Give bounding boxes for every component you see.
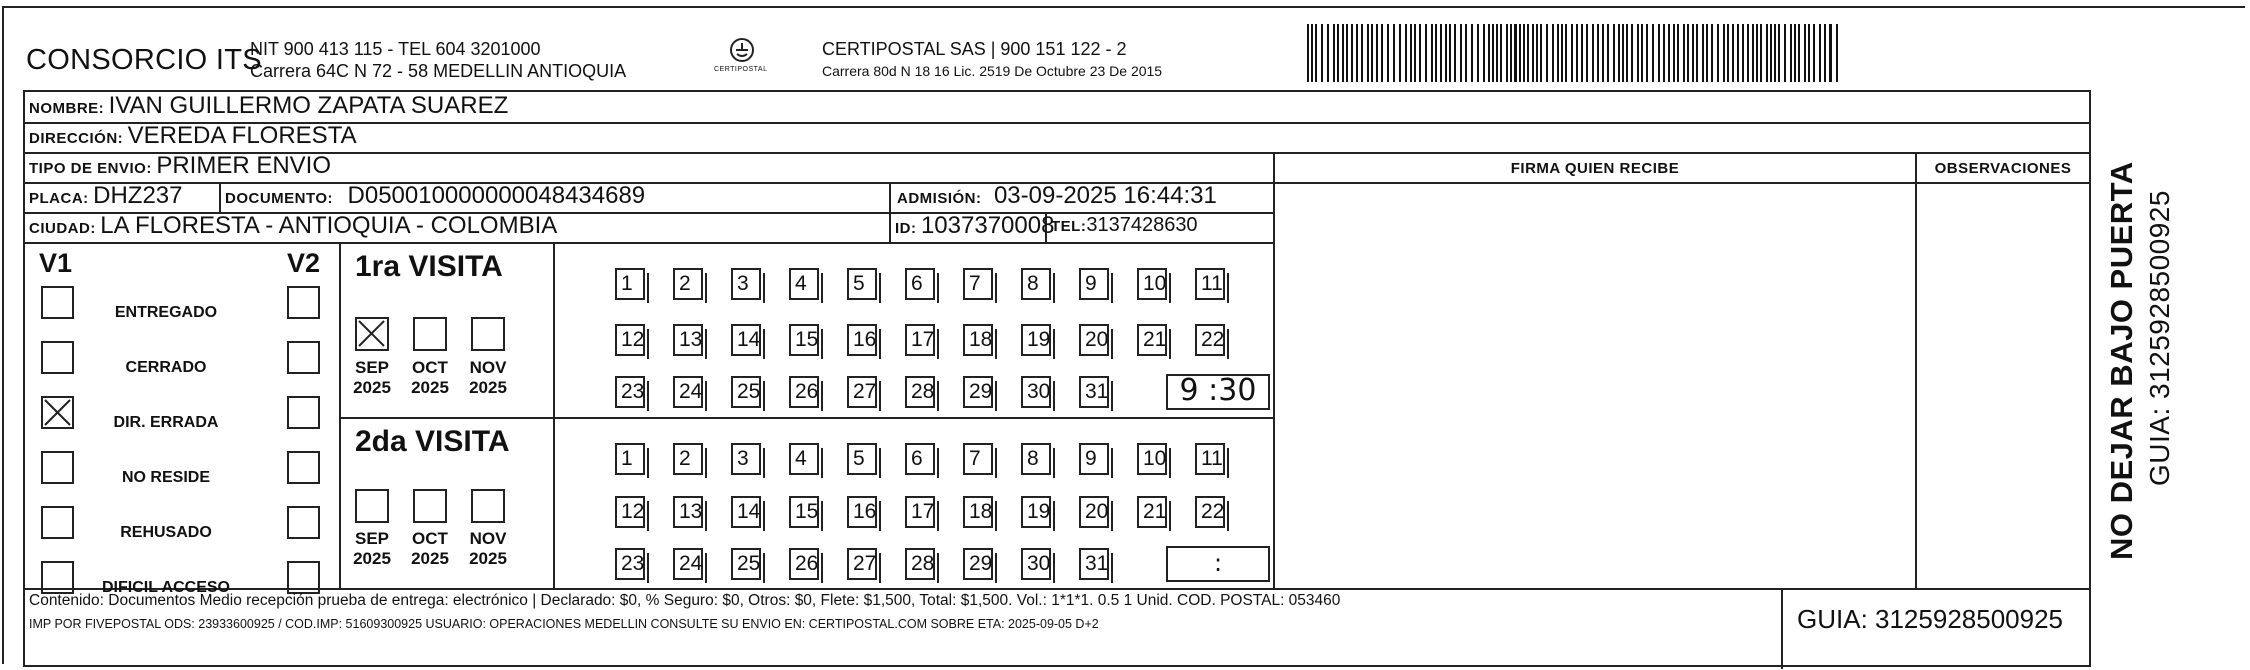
first-month-label bbox=[345, 358, 399, 398]
first-visit-panel bbox=[341, 242, 553, 417]
status-label: DIR. ERRADA bbox=[113, 414, 219, 431]
month-year: 2025 bbox=[353, 378, 391, 397]
barcode-bar bbox=[1592, 24, 1594, 82]
barcode-bar bbox=[1586, 24, 1588, 82]
first-time-box[interactable]: 9 :30 bbox=[1166, 374, 1270, 410]
month-year: 2025 bbox=[411, 378, 449, 397]
barcode-bar bbox=[1483, 24, 1485, 82]
first-day-box[interactable]: 19 bbox=[1021, 324, 1051, 356]
tel-field bbox=[1051, 214, 1198, 237]
observaciones-label: OBSERVACIONES bbox=[1934, 160, 2072, 177]
first-day-box[interactable]: 25 bbox=[731, 376, 761, 408]
month-name: OCT bbox=[412, 529, 448, 548]
month-name: OCT bbox=[412, 358, 448, 377]
first-day-box[interactable]: 11 bbox=[1195, 268, 1225, 300]
barcode-bar bbox=[1687, 24, 1689, 82]
barcode-bar bbox=[1371, 24, 1373, 82]
first-day-box[interactable]: 10 bbox=[1137, 268, 1167, 300]
observaciones-area[interactable] bbox=[1917, 184, 2087, 586]
barcode-bar bbox=[1602, 24, 1604, 82]
footer-content: Contenido: Documentos Medio recepción prueba de entrega: electrónico | Declarado: $0, % Seguro: $0, Otros: $0, Flete: $1,500, Total: $1,500. Vol.: 1*1*1. 0.5 1 Unid. COD. POSTAL: 053460 bbox=[29, 592, 1341, 609]
barcode-bar bbox=[1652, 24, 1654, 82]
barcode-bar bbox=[1613, 24, 1615, 82]
barcode-bar bbox=[1552, 24, 1554, 82]
barcode-bar bbox=[1683, 24, 1685, 82]
first-month-label bbox=[403, 358, 457, 398]
second-visit-days bbox=[555, 419, 1273, 588]
second-day-box[interactable]: 3 bbox=[731, 443, 761, 475]
v2-checkbox[interactable] bbox=[287, 506, 320, 539]
barcode-bar bbox=[1626, 24, 1628, 82]
first-day-box[interactable]: 1 bbox=[615, 268, 645, 300]
first-day-box[interactable]: 17 bbox=[905, 324, 935, 356]
first-day-box[interactable]: 9 bbox=[1079, 268, 1109, 300]
second-month-label bbox=[403, 529, 457, 569]
barcode-bar bbox=[1836, 24, 1838, 82]
barcode-bar bbox=[1488, 24, 1490, 82]
side-guia: GUIA: 3125928500925 bbox=[2144, 190, 2175, 486]
barcode-bar bbox=[1677, 24, 1679, 82]
first-month-checkbox[interactable] bbox=[471, 317, 505, 351]
barcode-bar bbox=[1631, 24, 1633, 82]
second-day-box[interactable]: 25 bbox=[731, 548, 761, 580]
first-day-box[interactable]: 30 bbox=[1021, 376, 1051, 408]
month-name: NOV bbox=[469, 529, 507, 548]
second-day-box[interactable]: 10 bbox=[1137, 443, 1167, 475]
barcode-bar bbox=[1658, 24, 1660, 82]
barcode-bar bbox=[1790, 24, 1792, 82]
certipostal-info bbox=[822, 38, 1162, 82]
first-day-box[interactable]: 31 bbox=[1079, 376, 1109, 408]
barcode-bar bbox=[1742, 24, 1744, 82]
first-day-box[interactable]: 4 bbox=[789, 268, 819, 300]
barcode-bar bbox=[1702, 24, 1704, 82]
barcode-bar bbox=[1565, 24, 1567, 82]
barcode-bar bbox=[1356, 24, 1358, 82]
status-section bbox=[25, 242, 339, 596]
tel-value: 3137428630 bbox=[1086, 214, 1198, 236]
first-month-checkbox[interactable] bbox=[355, 317, 389, 351]
status-label: DIFICIL ACCESO bbox=[101, 579, 230, 596]
barcode-bar bbox=[1410, 24, 1412, 82]
second-day-box[interactable]: 9 bbox=[1079, 443, 1109, 475]
barcode-bar bbox=[1561, 24, 1563, 82]
v2-checkbox[interactable] bbox=[287, 561, 320, 594]
barcode-bar bbox=[1399, 24, 1401, 82]
barcode-bar bbox=[1435, 24, 1437, 82]
documento-label: DOCUMENTO: bbox=[225, 190, 334, 207]
first-day-box[interactable]: 3 bbox=[731, 268, 761, 300]
admision-label: ADMISIÓN: bbox=[897, 190, 982, 207]
second-day-box[interactable]: 14 bbox=[731, 496, 761, 528]
barcode-bar bbox=[1460, 24, 1462, 82]
barcode-bar bbox=[1492, 24, 1494, 82]
first-day-box[interactable]: 29 bbox=[963, 376, 993, 408]
second-day-box[interactable]: 4 bbox=[789, 443, 819, 475]
first-visit-title: 1ra VISITA bbox=[355, 250, 503, 283]
barcode-bar bbox=[1351, 24, 1353, 82]
placa-label: PLACA: bbox=[29, 190, 89, 207]
second-day-box[interactable]: 6 bbox=[905, 443, 935, 475]
barcode-bar bbox=[1747, 24, 1749, 82]
second-visit-panel bbox=[341, 419, 553, 588]
barcode-bar bbox=[1477, 24, 1479, 82]
barcode-bar bbox=[1798, 24, 1800, 82]
month-year: 2025 bbox=[353, 549, 391, 568]
month-year: 2025 bbox=[469, 549, 507, 568]
second-day-box[interactable]: 22 bbox=[1195, 496, 1225, 528]
month-name: SEP bbox=[354, 529, 390, 548]
barcode-bar bbox=[1540, 24, 1542, 82]
second-day-box[interactable]: 2 bbox=[673, 443, 703, 475]
barcode-bar bbox=[1766, 24, 1768, 82]
barcode-bar bbox=[1496, 24, 1498, 82]
barcode-bar bbox=[1641, 24, 1643, 82]
month-year: 2025 bbox=[469, 378, 507, 397]
v1-checkbox[interactable] bbox=[41, 286, 74, 319]
first-day-box[interactable]: 20 bbox=[1079, 324, 1109, 356]
barcode-bar bbox=[1571, 24, 1573, 82]
barcode-bar bbox=[1519, 24, 1521, 82]
barcode-bar bbox=[1646, 24, 1648, 82]
ciudad-field bbox=[29, 212, 557, 240]
barcode-bar bbox=[1536, 24, 1538, 82]
nombre-label: NOMBRE: bbox=[29, 100, 105, 117]
second-day-box[interactable]: 8 bbox=[1021, 443, 1051, 475]
second-time-box[interactable]: : bbox=[1166, 546, 1270, 582]
tel-label: TEL: bbox=[1051, 218, 1087, 235]
v1-checkbox[interactable] bbox=[41, 396, 74, 429]
barcode-bar bbox=[1727, 24, 1729, 82]
barcode-bar bbox=[1440, 24, 1442, 82]
second-month-checkbox[interactable] bbox=[471, 489, 505, 523]
certipostal-license: Carrera 80d N 18 16 Lic. 2519 De Octubre 23 De 2015 bbox=[822, 63, 1163, 79]
first-day-box[interactable]: 16 bbox=[847, 324, 877, 356]
barcode-bar bbox=[1760, 24, 1762, 82]
nit-line: NIT 900 413 115 - TEL 604 3201000 bbox=[250, 39, 541, 59]
second-day-box[interactable]: 11 bbox=[1195, 443, 1225, 475]
barcode-bar bbox=[1346, 24, 1348, 82]
barcode-bar bbox=[1393, 24, 1395, 82]
second-day-box[interactable]: 21 bbox=[1137, 496, 1167, 528]
barcode-bar bbox=[1706, 24, 1708, 82]
barcode-bar bbox=[1311, 24, 1313, 82]
admision-value: 03-09-2025 16:44:31 bbox=[993, 182, 1217, 209]
nombre-row bbox=[29, 92, 508, 120]
month-name: SEP bbox=[354, 358, 390, 377]
barcode-bar bbox=[1808, 24, 1810, 82]
barcode-bar bbox=[1425, 24, 1427, 82]
second-day-box[interactable]: 18 bbox=[963, 496, 993, 528]
first-day-box[interactable]: 14 bbox=[731, 324, 761, 356]
company-info bbox=[250, 38, 626, 82]
barcode-bar bbox=[1663, 24, 1665, 82]
second-day-box[interactable]: 12 bbox=[615, 496, 645, 528]
placa-field bbox=[29, 182, 183, 210]
second-day-box[interactable]: 29 bbox=[963, 548, 993, 580]
barcode-bar bbox=[1576, 24, 1578, 82]
barcode-bar bbox=[1618, 24, 1620, 82]
v1-checkbox[interactable] bbox=[41, 561, 74, 594]
second-day-box[interactable]: 19 bbox=[1021, 496, 1051, 528]
barcode-bar bbox=[1454, 24, 1456, 82]
certipostal-logo bbox=[712, 34, 772, 82]
logo-caption: CERTIPOSTAL bbox=[714, 66, 768, 73]
barcode-bar bbox=[1523, 24, 1525, 82]
barcode-bar bbox=[1813, 24, 1815, 82]
first-day-box[interactable]: 6 bbox=[905, 268, 935, 300]
barcode bbox=[1307, 24, 1841, 82]
barcode-bar bbox=[1414, 24, 1416, 82]
barcode-bar bbox=[1732, 24, 1734, 82]
barcode-bar bbox=[1829, 24, 1832, 82]
first-day-box[interactable]: 21 bbox=[1137, 324, 1167, 356]
id-label: ID: bbox=[895, 220, 917, 237]
barcode-bar bbox=[1514, 24, 1517, 82]
firma-label: FIRMA QUIEN RECIBE bbox=[1510, 160, 1680, 177]
second-day-box[interactable]: 31 bbox=[1079, 548, 1109, 580]
v2-checkbox[interactable] bbox=[287, 396, 320, 429]
barcode-bar bbox=[1737, 24, 1739, 82]
company-name: CONSORCIO ITS bbox=[26, 44, 262, 76]
barcode-bar bbox=[1673, 24, 1675, 82]
status-label: CERRADO bbox=[125, 359, 207, 376]
second-visit-title: 2da VISITA bbox=[355, 425, 510, 458]
barcode-bar bbox=[1752, 24, 1754, 82]
second-day-box[interactable]: 27 bbox=[847, 548, 877, 580]
v2-checkbox[interactable] bbox=[287, 451, 320, 484]
first-visit-days bbox=[555, 242, 1273, 417]
first-day-box[interactable]: 13 bbox=[673, 324, 703, 356]
barcode-bar bbox=[1637, 24, 1639, 82]
second-day-box[interactable]: 28 bbox=[905, 548, 935, 580]
first-day-box[interactable]: 7 bbox=[963, 268, 993, 300]
barcode-bar bbox=[1546, 24, 1548, 82]
barcode-bar bbox=[1387, 24, 1389, 82]
documento-value: D050010000000048434689 bbox=[347, 182, 646, 209]
second-month-label bbox=[461, 529, 515, 569]
month-year: 2025 bbox=[411, 549, 449, 568]
barcode-bar bbox=[1824, 24, 1826, 82]
first-day-box[interactable]: 2 bbox=[673, 268, 703, 300]
first-day-box[interactable]: 28 bbox=[905, 376, 935, 408]
barcode-bar bbox=[1431, 24, 1433, 82]
barcode-bar bbox=[1506, 24, 1508, 82]
first-day-box[interactable]: 5 bbox=[847, 268, 877, 300]
second-day-box[interactable]: 13 bbox=[673, 496, 703, 528]
v1-checkbox[interactable] bbox=[41, 506, 74, 539]
second-day-box[interactable]: 15 bbox=[789, 496, 819, 528]
second-day-box[interactable]: 17 bbox=[905, 496, 935, 528]
barcode-bar bbox=[1774, 24, 1776, 82]
barcode-bar bbox=[1622, 24, 1624, 82]
barcode-bar bbox=[1465, 24, 1467, 82]
barcode-bar bbox=[1778, 24, 1780, 82]
barcode-bar bbox=[1381, 24, 1383, 82]
barcode-bar bbox=[1717, 24, 1719, 82]
documento-field bbox=[225, 182, 645, 210]
v2-checkbox[interactable] bbox=[287, 286, 320, 319]
second-day-box[interactable]: 5 bbox=[847, 443, 877, 475]
barcode-bar bbox=[1419, 24, 1421, 82]
first-day-box[interactable]: 24 bbox=[673, 376, 703, 408]
barcode-bar bbox=[1607, 24, 1609, 82]
barcode-bar bbox=[1711, 24, 1713, 82]
second-day-box[interactable]: 23 bbox=[615, 548, 645, 580]
first-day-box[interactable]: 26 bbox=[789, 376, 819, 408]
barcode-bar bbox=[1692, 24, 1694, 82]
second-day-box[interactable]: 20 bbox=[1079, 496, 1109, 528]
address-line: Carrera 64C N 72 - 58 MEDELLIN ANTIOQUIA bbox=[250, 61, 627, 81]
first-day-box[interactable]: 8 bbox=[1021, 268, 1051, 300]
barcode-bar bbox=[1307, 24, 1309, 82]
barcode-bar bbox=[1804, 24, 1806, 82]
id-field bbox=[895, 212, 1054, 240]
first-day-box[interactable]: 15 bbox=[789, 324, 819, 356]
second-day-box[interactable]: 26 bbox=[789, 548, 819, 580]
barcode-bar bbox=[1668, 24, 1670, 82]
ciudad-value: LA FLORESTA - ANTIOQUIA - COLOMBIA bbox=[100, 212, 558, 239]
side-warning: NO DEJAR BAJO PUERTA bbox=[2104, 161, 2139, 560]
barcode-bar bbox=[1337, 24, 1339, 82]
v2-label: V2 bbox=[287, 248, 321, 278]
first-day-box[interactable]: 12 bbox=[615, 324, 645, 356]
first-day-box[interactable]: 23 bbox=[615, 376, 645, 408]
delivery-form bbox=[23, 90, 2091, 667]
barcode-bar bbox=[1471, 24, 1473, 82]
status-label: REHUSADO bbox=[120, 524, 212, 541]
barcode-bar bbox=[1342, 24, 1344, 82]
signature-area[interactable] bbox=[1275, 184, 1913, 586]
barcode-bar bbox=[1723, 24, 1725, 82]
barcode-bar bbox=[1333, 24, 1335, 82]
barcode-bar bbox=[1756, 24, 1758, 82]
first-day-box[interactable]: 27 bbox=[847, 376, 877, 408]
barcode-bar bbox=[1327, 24, 1329, 82]
id-value: 1037370008 bbox=[920, 212, 1055, 239]
barcode-bar bbox=[1696, 24, 1698, 82]
footer-imp: IMP POR FIVEPOSTAL ODS: 23933600925 / COD.IMP: 51609300925 USUARIO: OPERACIONES MEDELLIN CONSULTE SU ENVIO EN: CERTIPOSTAL.COM SOBRE ETA: 2025-09-05 D+2 bbox=[29, 617, 1099, 631]
tipo-row bbox=[29, 152, 331, 180]
certipostal-line: CERTIPOSTAL SAS | 900 151 122 - 2 bbox=[822, 39, 1127, 59]
placa-value: DHZ237 bbox=[93, 182, 183, 209]
barcode-bar bbox=[1510, 24, 1512, 82]
barcode-bar bbox=[1376, 24, 1378, 82]
tipo-value: PRIMER ENVIO bbox=[156, 152, 332, 179]
v1-checkbox[interactable] bbox=[41, 341, 74, 374]
ciudad-label: CIUDAD: bbox=[29, 220, 96, 237]
admision-field bbox=[897, 182, 1217, 210]
status-label: NO RESIDE bbox=[121, 469, 210, 486]
second-month-label bbox=[345, 529, 399, 569]
barcode-bar bbox=[1770, 24, 1772, 82]
status-label: ENTREGADO bbox=[114, 304, 218, 321]
second-day-box[interactable]: 16 bbox=[847, 496, 877, 528]
barcode-bar bbox=[1500, 24, 1502, 82]
nombre-value: IVAN GUILLERMO ZAPATA SUAREZ bbox=[108, 92, 509, 119]
v1-checkbox[interactable] bbox=[41, 451, 74, 484]
month-name: NOV bbox=[469, 358, 507, 377]
second-day-box[interactable]: 7 bbox=[963, 443, 993, 475]
second-month-checkbox[interactable] bbox=[413, 489, 447, 523]
first-day-box[interactable]: 22 bbox=[1195, 324, 1225, 356]
barcode-bar bbox=[1581, 24, 1583, 82]
barcode-bar bbox=[1819, 24, 1821, 82]
first-day-box[interactable]: 18 bbox=[963, 324, 993, 356]
first-month-label bbox=[461, 358, 515, 398]
direccion-row bbox=[29, 122, 357, 150]
barcode-bar bbox=[1367, 24, 1369, 82]
direccion-value: VEREDA FLORESTA bbox=[127, 122, 357, 149]
barcode-bar bbox=[1405, 24, 1407, 82]
barcode-bar bbox=[1597, 24, 1599, 82]
footer-guia: GUIA: 3125928500925 bbox=[1797, 604, 2063, 634]
first-month-checkbox[interactable] bbox=[413, 317, 447, 351]
direccion-label: DIRECCIÓN: bbox=[29, 130, 124, 147]
barcode-bar bbox=[1557, 24, 1559, 82]
v2-checkbox[interactable] bbox=[287, 341, 320, 374]
barcode-bar bbox=[1784, 24, 1786, 82]
barcode-bar bbox=[1527, 24, 1529, 82]
barcode-bar bbox=[1445, 24, 1447, 82]
second-month-checkbox[interactable] bbox=[355, 489, 389, 523]
barcode-bar bbox=[1321, 24, 1323, 82]
second-day-box[interactable]: 30 bbox=[1021, 548, 1051, 580]
barcode-bar bbox=[1315, 24, 1317, 82]
v1-label: V1 bbox=[39, 248, 73, 278]
barcode-bar bbox=[1532, 24, 1534, 82]
barcode-bar bbox=[1361, 24, 1363, 82]
tipo-label: TIPO DE ENVIO: bbox=[29, 160, 152, 177]
barcode-bar bbox=[1794, 24, 1796, 82]
second-day-box[interactable]: 24 bbox=[673, 548, 703, 580]
second-day-box[interactable]: 1 bbox=[615, 443, 645, 475]
barcode-bar bbox=[1449, 24, 1451, 82]
